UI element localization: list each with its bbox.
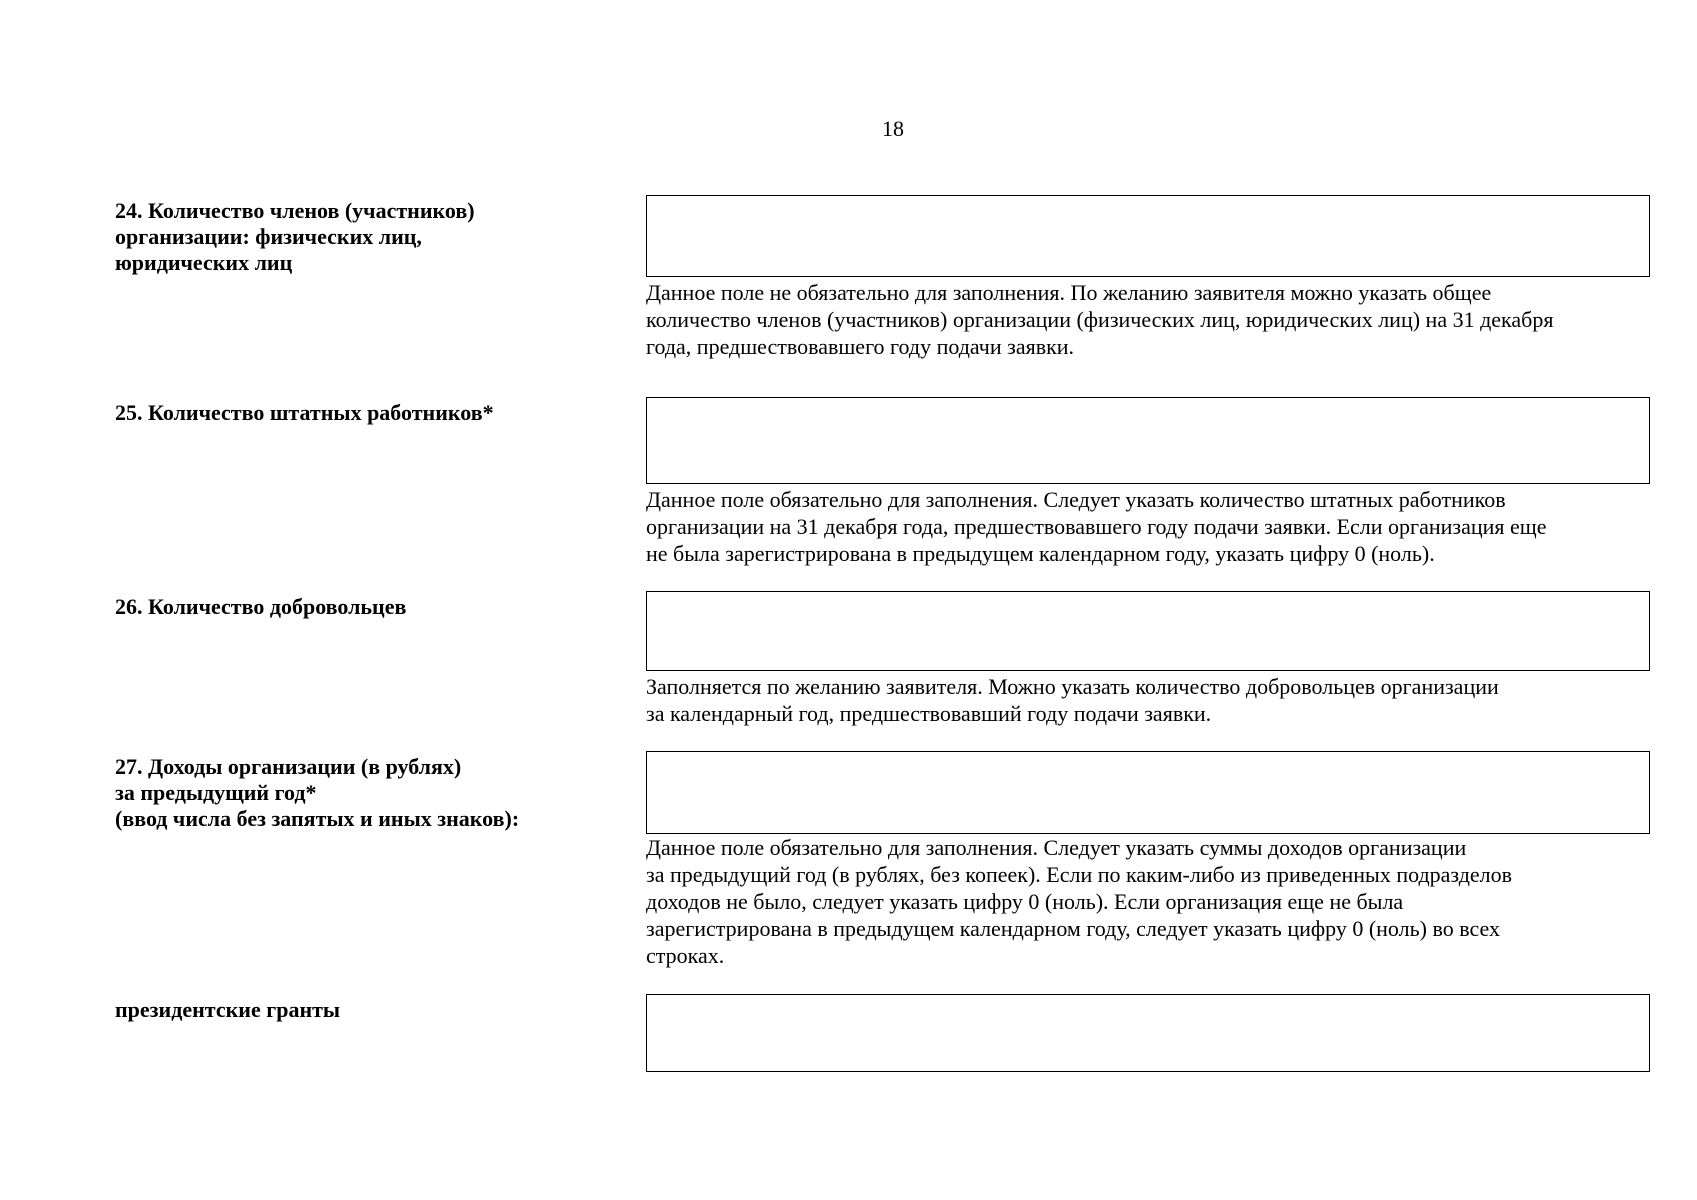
field-25-hint — [646, 486, 1654, 567]
field-24-input[interactable] — [646, 195, 1650, 277]
field-25-hint-line: Данное поле обязательно для заполнения. Следует указать количество штатных работников — [646, 487, 1506, 512]
field-24-label-line: юридических лиц — [115, 250, 293, 275]
field-24-label-line: 24. Количество членов (участников) — [115, 198, 475, 223]
field-24-hint — [646, 279, 1654, 360]
field-25-label-line: 25. Количество штатных работников* — [115, 400, 494, 425]
field-27-label-line: 27. Доходы организации (в рублях) — [115, 754, 462, 779]
field-24-hint-line: Данное поле не обязательно для заполнения. По желанию заявителя можно указать общее — [646, 280, 1492, 305]
field-26-label-line: 26. Количество добровольцев — [115, 594, 407, 619]
field-26-label — [115, 594, 635, 620]
field-25-input[interactable] — [646, 397, 1650, 484]
field-27-hint — [646, 834, 1654, 969]
field-25-hint-line: не была зарегистрирована в предыдущем календарном году, указать цифру 0 (ноль). — [646, 541, 1435, 566]
field-24-label-line: организации: физических лиц, — [115, 224, 422, 249]
field-25-hint-line: организации на 31 декабря года, предшествовавшего году подачи заявки. Если организация еще — [646, 514, 1547, 539]
grants-input[interactable] — [646, 994, 1650, 1072]
field-27-hint-line: Данное поле обязательно для заполнения. Следует указать суммы доходов организации — [646, 835, 1467, 860]
field-24-hint-line: года, предшествовавшего году подачи заявки. — [646, 334, 1075, 359]
grants-label-line: президентские гранты — [115, 997, 341, 1022]
field-24-hint-line: количество членов (участников) организации (физических лиц, юридических лиц) на 31 декабря — [646, 307, 1554, 332]
field-27-hint-line: доходов не было, следует указать цифру 0 (ноль). Если организация еще не была — [646, 889, 1404, 914]
grants-label — [115, 997, 635, 1023]
field-27-hint-line: строках. — [646, 943, 725, 968]
field-27-input[interactable] — [646, 751, 1650, 834]
field-26-hint-line: за календарный год, предшествовавший году подачи заявки. — [646, 701, 1212, 726]
field-27-label — [115, 754, 635, 832]
field-27-hint-line: зарегистрирована в предыдущем календарном году, следует указать цифру 0 (ноль) во всех — [646, 916, 1500, 941]
field-27-label-line: за предыдущий год* — [115, 780, 317, 805]
field-25-label — [115, 400, 635, 426]
page-number: 18 — [882, 116, 904, 141]
field-27-label-line: (ввод числа без запятых и иных знаков): — [115, 806, 520, 831]
field-26-hint-line: Заполняется по желанию заявителя. Можно указать количество добровольцев организации — [646, 674, 1499, 699]
field-26-input[interactable] — [646, 591, 1650, 671]
field-26-hint — [646, 673, 1654, 727]
field-24-label — [115, 198, 635, 276]
field-27-hint-line: за предыдущий год (в рублях, без копеек). Если по каким-либо из приведенных подразделов — [646, 862, 1513, 887]
